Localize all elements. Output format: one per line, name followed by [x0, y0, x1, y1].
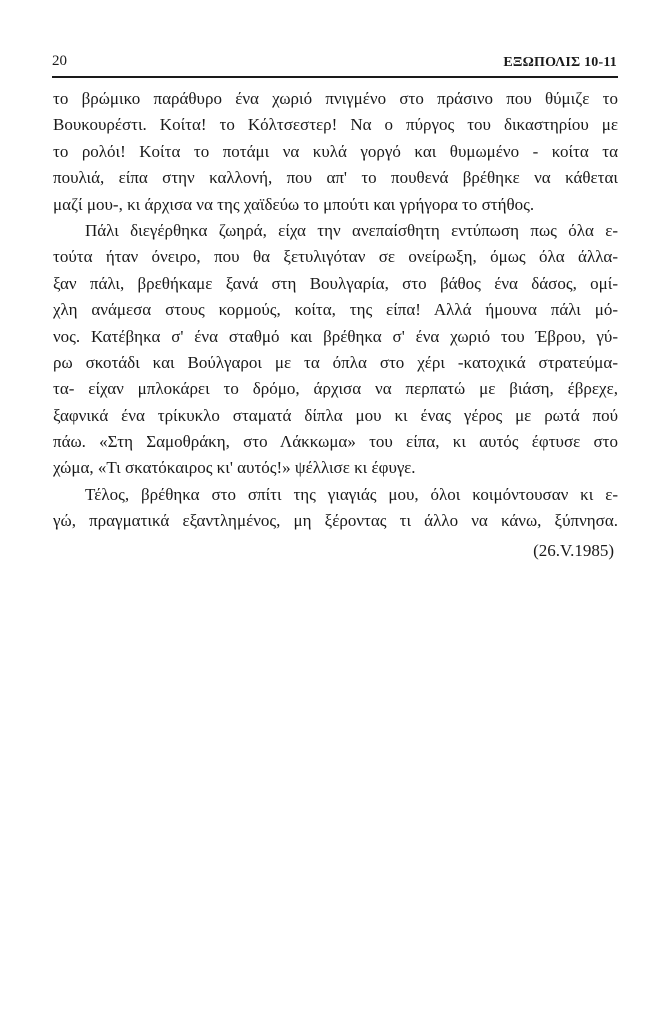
- header-rule: [52, 76, 618, 78]
- running-title: ΕΞΩΠΟΛΙΣ 10-11: [503, 55, 617, 70]
- date-line: (26.V.1985): [533, 541, 614, 560]
- text-line: μαζί μου-, κι άρχισα να της χαϊδεύω το μπούτι και γρήγορα το στήθος.: [53, 194, 535, 214]
- text-line: τα- είχαν μπλοκάρει το δρόμο, άρχισα να περπατώ με βιάση, έβρεχε,: [53, 379, 618, 399]
- page-number: 20: [52, 53, 67, 69]
- text-line: Βουκουρέστι. Κοίτα! το Κόλτσεστερ! Να ο πύργος του δικαστηρίου με: [53, 115, 618, 135]
- text-line: χλη ανάμεσα στους κορμούς, κοίτα, της είπα! Αλλά ήμουνα πάλι μό-: [53, 300, 618, 320]
- text-line: νος. Κατέβηκα σ' ένα σταθμό και βρέθηκα σ' ένα χωριό του Έβρου, γύ-: [53, 326, 618, 346]
- body-text: [53, 86, 618, 535]
- text-line: το βρώμικο παράθυρο ένα χωριό πνιγμένο στο πράσινο που θύμιζε το: [53, 89, 618, 108]
- text-line: γώ, πραγματικά εξαντλημένος, μη ξέροντας τι άλλο να κάνω, ξύπνησα.: [53, 511, 618, 531]
- text-line: πάω. «Στη Σαμοθράκη, στο Λάκκωμα» του είπα, κι αυτός έφτυσε στο: [53, 432, 618, 452]
- text-line: τούτα ήταν όνειρο, που θα ξετυλιγόταν σε ονείρωξη, όμως όλα άλλα-: [53, 247, 618, 267]
- text-line: Πάλι διεγέρθηκα ζωηρά, είχα την ανεπαίσθητη εντύπωση πως όλα ε-: [85, 220, 618, 240]
- text-line: ξαφνικά ένα τρίκυκλο σταματά δίπλα μου κι ένας γέρος με ρωτά πού: [53, 405, 618, 425]
- text-line: χώμα, «Τι σκατόκαιρος κι' αυτός!» ψέλλισε κι έφυγε.: [53, 458, 416, 478]
- text-line: ξαν πάλι, βρεθήκαμε ξανά στη Βουλγαρία, στο βάθος ένα δάσος, ομί-: [53, 273, 618, 293]
- text-line: ρω σκοτάδι και Βούλγαροι με τα όπλα στο χέρι -κατοχικά στρατεύμα-: [53, 352, 618, 372]
- text-line: το ρολόι! Κοίτα το ποτάμι να κυλά γοργό και θυμωμένο - κοίτα τα: [53, 141, 618, 161]
- text-line: Τέλος, βρέθηκα στο σπίτι της γιαγιάς μου, όλοι κοιμόντουσαν κι ε-: [85, 484, 618, 504]
- text-line: πουλιά, είπα στην καλλονή, που απ' το πουθενά βρέθηκε να κάθεται: [53, 168, 618, 188]
- page-header: [52, 52, 617, 74]
